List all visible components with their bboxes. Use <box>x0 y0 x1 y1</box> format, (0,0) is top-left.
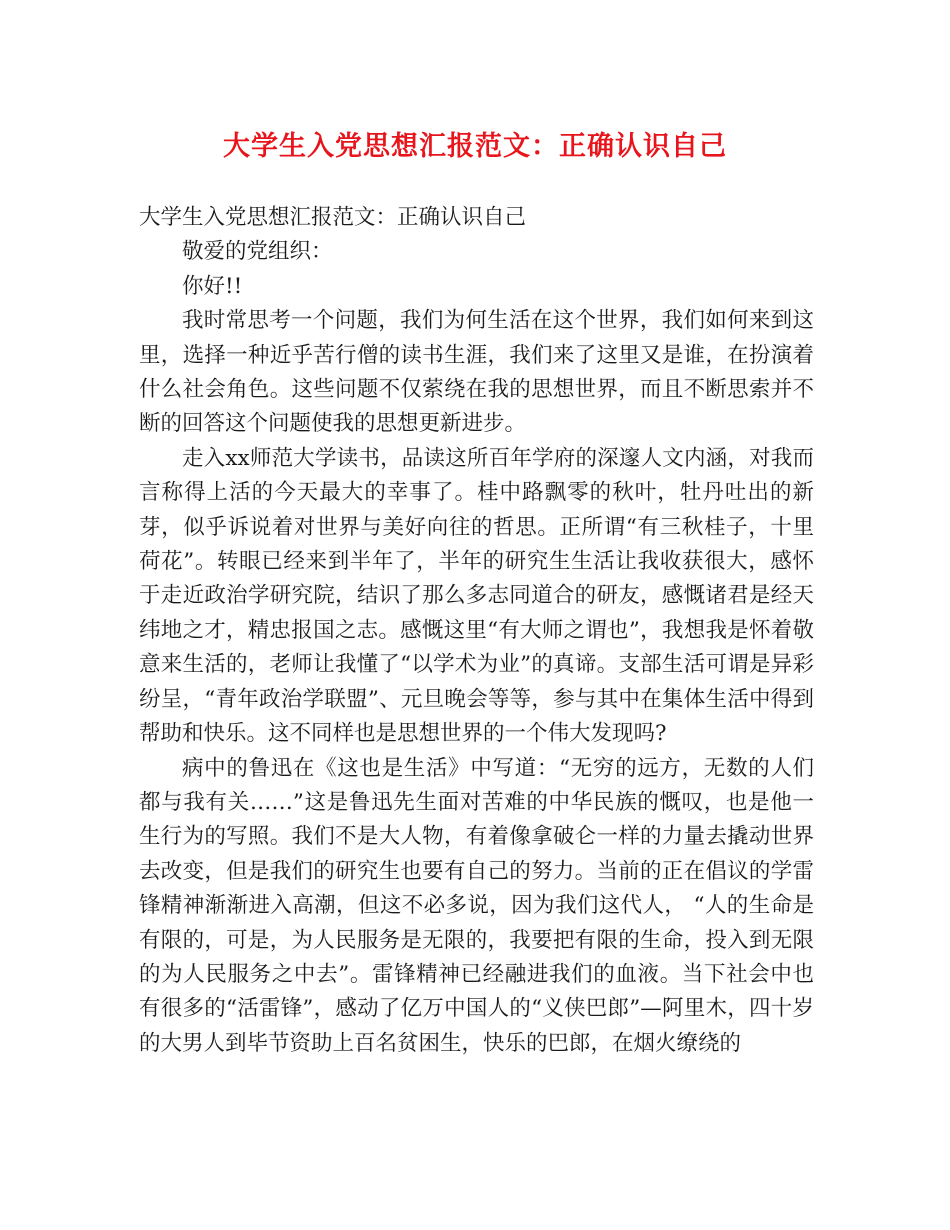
salutation: 敬爱的党组织： <box>182 239 333 265</box>
greeting: 你好!! <box>182 273 243 299</box>
body-paragraph: 我时常思考一个问题，我们为何生活在这个世界，我们如何来到这里，选择一种近乎苦行僧的读书生涯，我们来了这里又是谁，在扮演着什么社会角色。这些问题不仅萦绕在我的思想世界，而且不断思索并不断的回答这个问题使我的思想更新进步。 <box>139 308 814 437</box>
body-paragraph: 病中的鲁迅在《这也是生活》中写道：“无穷的远方，无数的人们都与我有关……”这是鲁迅先生面对苦难的中华民族的慨叹，也是他一生行为的写照。我们不是大人物，有着像拿破仑一样的力量去撬动世界去改变，但是我们的研究生也要有自己的努力。当前的正在倡议的学雷锋精神渐渐进入高潮，但这不必多说，因为我们这代人， “人的生命是有限的，可是，为人民服务是无限的，我要把有限的生命，投入到无限的为人民服务之中去”。雷锋精神已经融进我们的血液。当下社会中也有很多的“活雷锋”，感动了亿万中国人的“义侠巴郎”—阿里木，四十岁的大男人到毕节资助上百名贫困生，快乐的巴郎，在烟火缭绕的 <box>139 755 814 1056</box>
body-paragraph: 走入xx师范大学读书，品读这所百年学府的深邃人文内涵，对我而言称得上活的今天最大的幸事了。桂中路飘零的秋叶，牡丹吐出的新芽，似乎诉说着对世界与美好向往的哲思。正所谓“有三秋桂子，十里荷花”。转眼已经来到半年了，半年的研究生生活让我收获很大，感怀于走近政治学研究院，结识了那么多志同道合的研友，感慨诸君是经天纬地之才，精忠报国之志。感慨这里“有大师之谓也”，我想我是怀着敬意来生活的，老师让我懂了“以学术为业”的真谛。支部生活可谓是异彩纷呈，“青年政治学联盟”、元旦晚会等等，参与其中在集体生活中得到帮助和快乐。这不同样也是思想世界的一个伟大发现吗? <box>139 445 814 747</box>
document-body <box>139 201 814 1061</box>
document-subtitle-line: 大学生入党思想汇报范文：正确认识自己 <box>139 205 527 230</box>
document-title: 大学生入党思想汇报范文：正确认识自己 <box>223 131 727 162</box>
